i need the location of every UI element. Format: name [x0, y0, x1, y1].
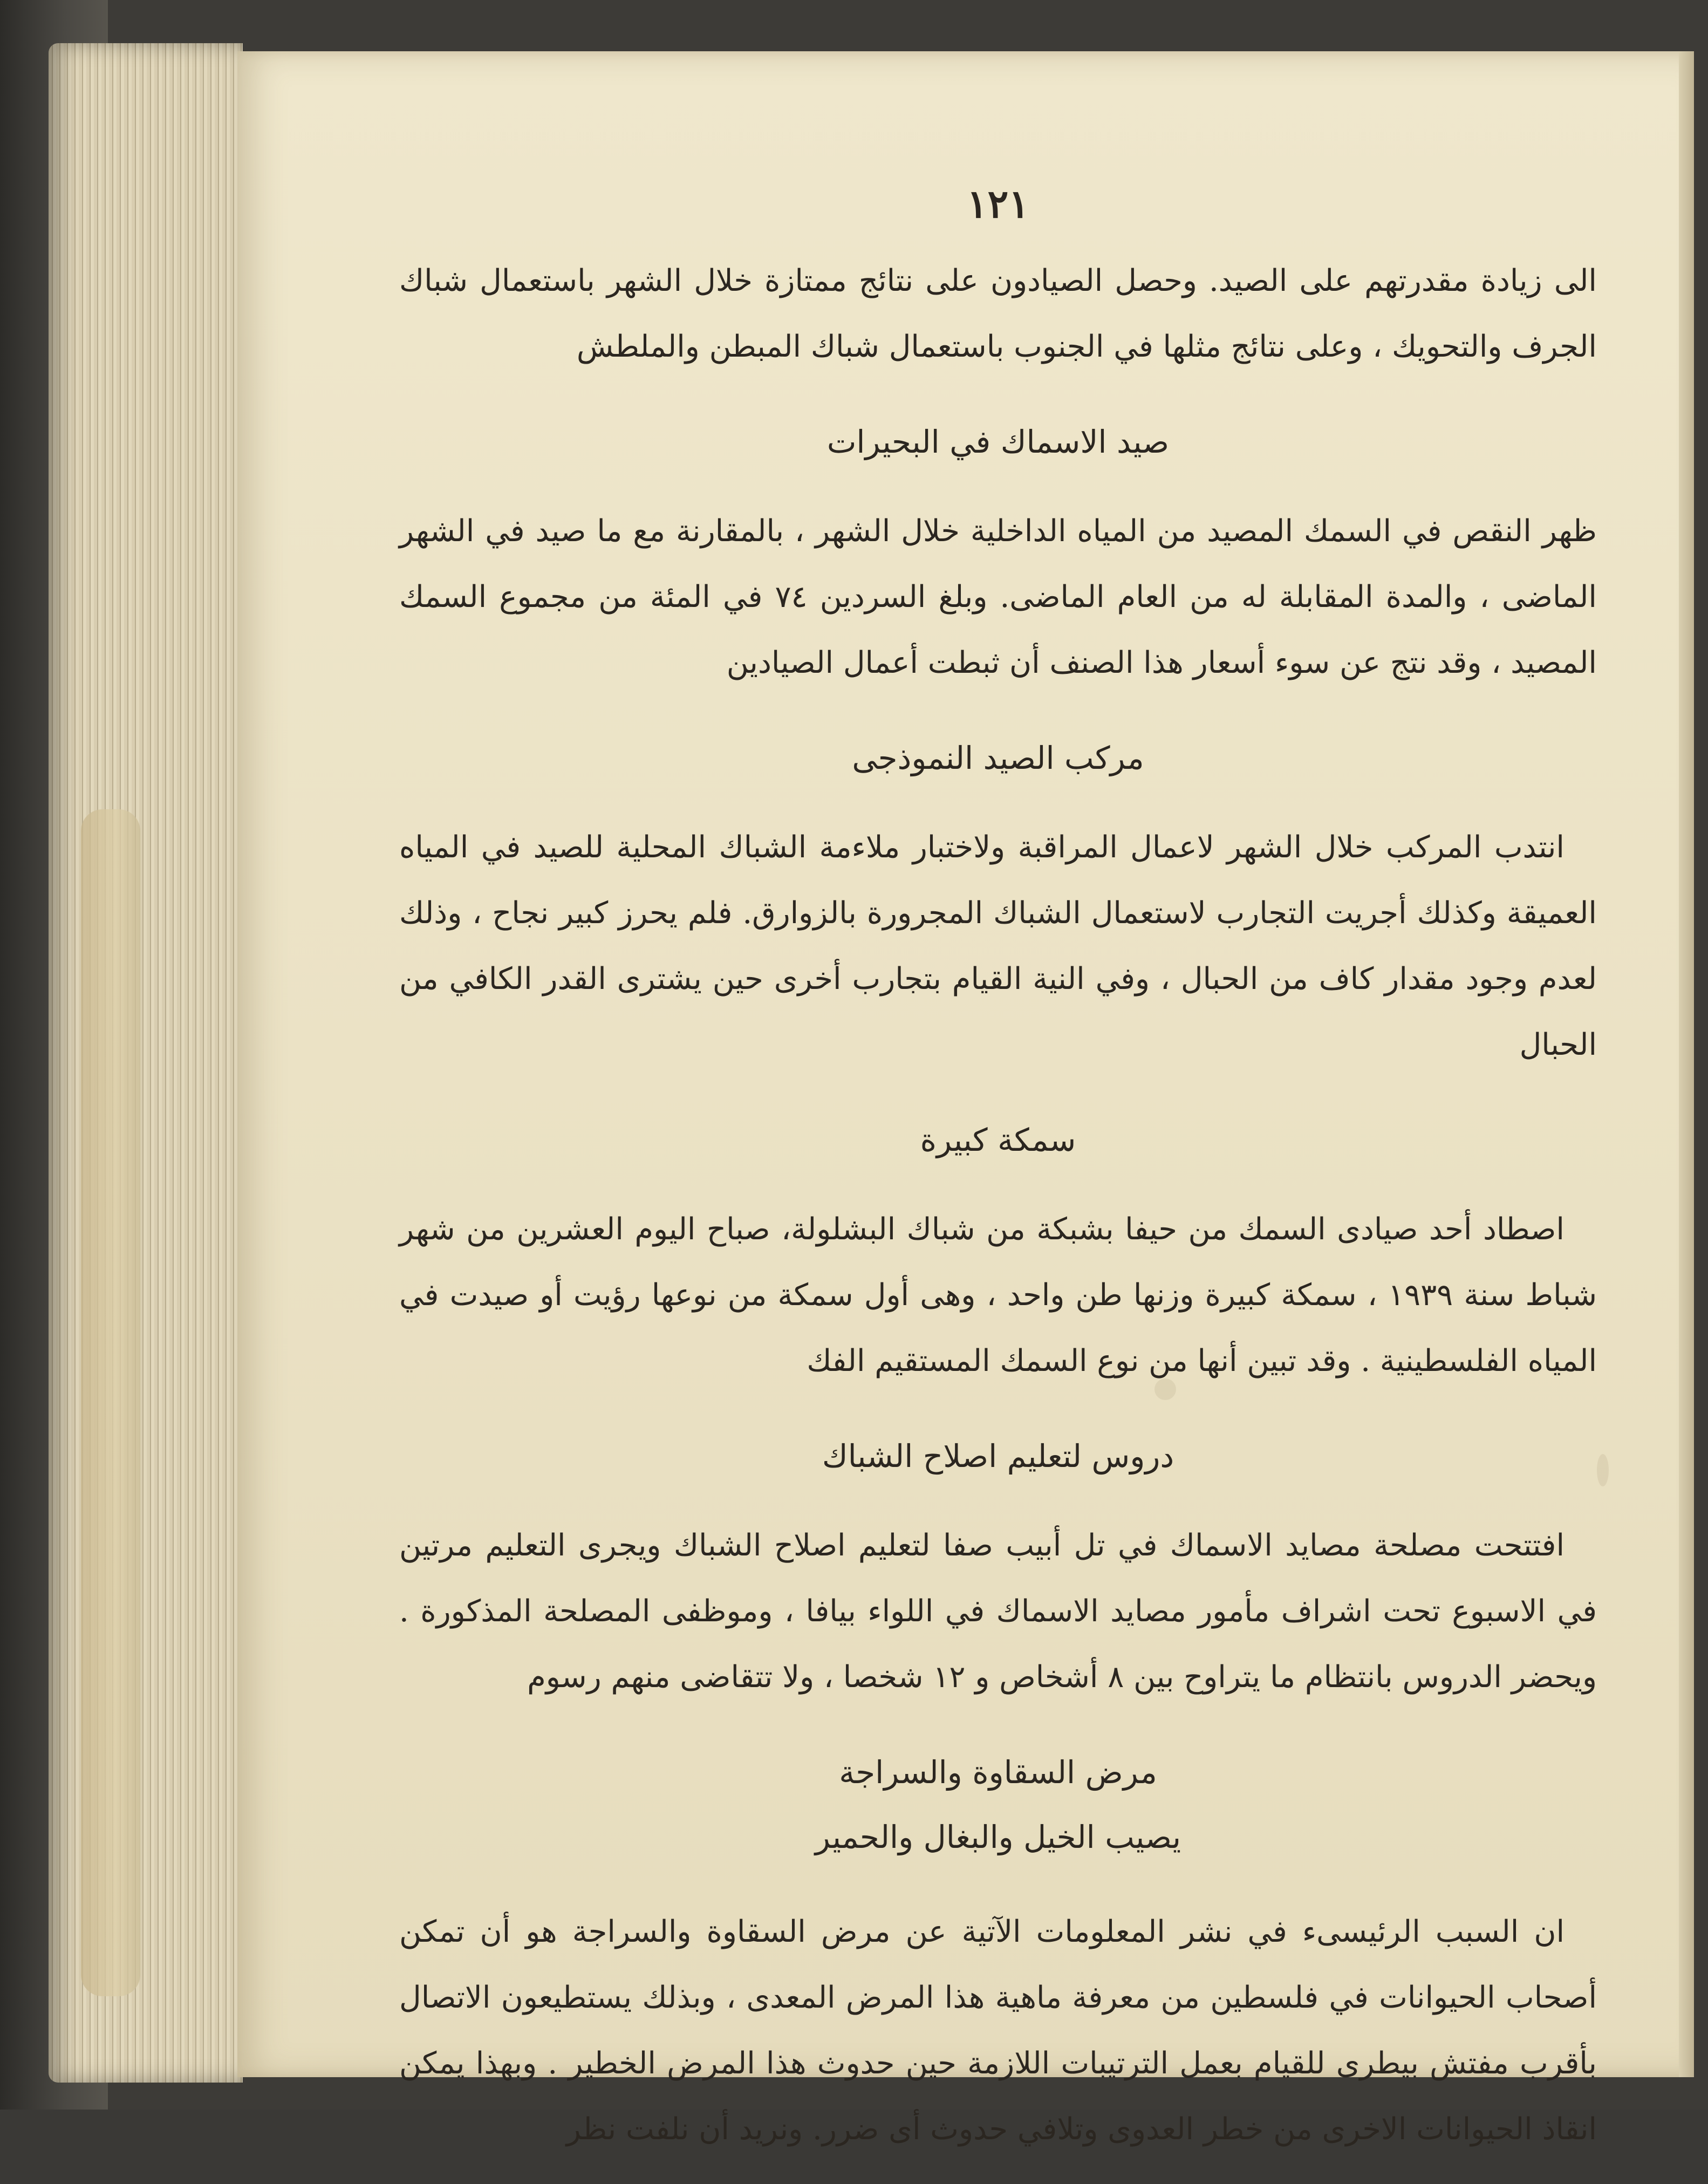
heading-glanders-disease: مرض السقاوة والسراجة	[839, 1754, 1157, 1791]
paragraph-large-fish: اصطاد أحد صيادى السمك من حيفا بشبكة من شباك البشلولة، صباح اليوم العشرين من شهر شباط سنة ١٩٣٩ ، سمكة كبيرة وزنها طن واحد ، وهى أول سمكة من نوعها رؤيت أو صيدت في المياه الفلسطينية . وقد تبين أنها من نوع السمك المستقيم الفك	[399, 1212, 1597, 1378]
heading-model-fishing-boat: مركب الصيد النموذجى	[852, 740, 1144, 776]
heading-large-fish: سمكة كبيرة	[920, 1122, 1076, 1158]
paper-spot	[1597, 1454, 1609, 1486]
page-number: ١٢١	[966, 181, 1029, 227]
paragraph-lake-fishing: ظهر النقص في السمك المصيد من المياه الداخلية خلال الشهر ، بالمقارنة مع ما صيد في الشهر الماضى ، والمدة المقابلة له من العام الماضى. وبلغ السردين ٧٤ في المئة من مجموع السمك المصيد ، وقد نتج عن سوء أسعار هذا الصنف أن ثبطت أعمال الصيادين	[399, 514, 1597, 680]
paragraph-net-repair-lessons: افتتحت مصلحة مصايد الاسماك في تل أبيب صفا لتعليم اصلاح الشباك ويجرى التعليم مرتين في الاسبوع تحت اشراف مأمور مصايد الاسماك في اللواء بيافا ، وموظفى المصلحة المذكورة . ويحضر الدروس بانتظام ما يتراوح بين ٨ أشخاص و ١٢ شخصا ، ولا تتقاضى منهم رسوم	[399, 1528, 1597, 1695]
worn-page-edge	[81, 809, 140, 1996]
paragraph-model-fishing-boat: انتدب المركب خلال الشهر لاعمال المراقبة ولاختبار ملاءمة الشباك المحلية للصيد في المياه العميقة وكذلك أجريت التجارب لاستعمال الشباك المجرورة بالزوارق. فلم يحرز كبير نجاح ، وذلك لعدم وجود مقدار كاف من الحبال ، وفي النية القيام بتجارب أخرى حين يشترى القدر الكافي من الحبال	[399, 830, 1597, 1062]
book-page	[237, 51, 1694, 2147]
paragraph-fishing-results: الى زيادة مقدرتهم على الصيد. وحصل الصيادون على نتائج ممتازة خلال الشهر باستعمال شباك الجرف والتحويك ، وعلى نتائج مثلها في الجنوب باستعمال شباك المبطن والملطش	[399, 263, 1597, 364]
subheading-glanders-disease: يصيب الخيل والبغال والحمير	[815, 1819, 1181, 1855]
heading-lake-fishing: صيد الاسماك في البحيرات	[826, 424, 1170, 460]
heading-net-repair-lessons: دروس لتعليم اصلاح الشباك	[822, 1438, 1174, 1475]
page-text	[399, 181, 1597, 2184]
page-edges	[49, 43, 243, 2083]
paragraph-glanders-disease: ان السبب الرئيسىء في نشر المعلومات الآتية عن مرض السقاوة والسراجة هو أن تمكن أصحاب الحيوانات في فلسطين من معرفة ماهية هذا المرض المعدى ، وبذلك يستطيعون الاتصال بأقرب مفتش بيطرى للقيام بعمل الترتيبات اللازمة حين حدوث هذا المرض الخطير . وبهذا يمكن انقاذ الحيوانات الاخرى من خطر العدوى وتلافي حدوث أى ضرر. ونريد أن نلفت نظر	[399, 1914, 1597, 2147]
page-right-edge	[1679, 51, 1694, 2077]
